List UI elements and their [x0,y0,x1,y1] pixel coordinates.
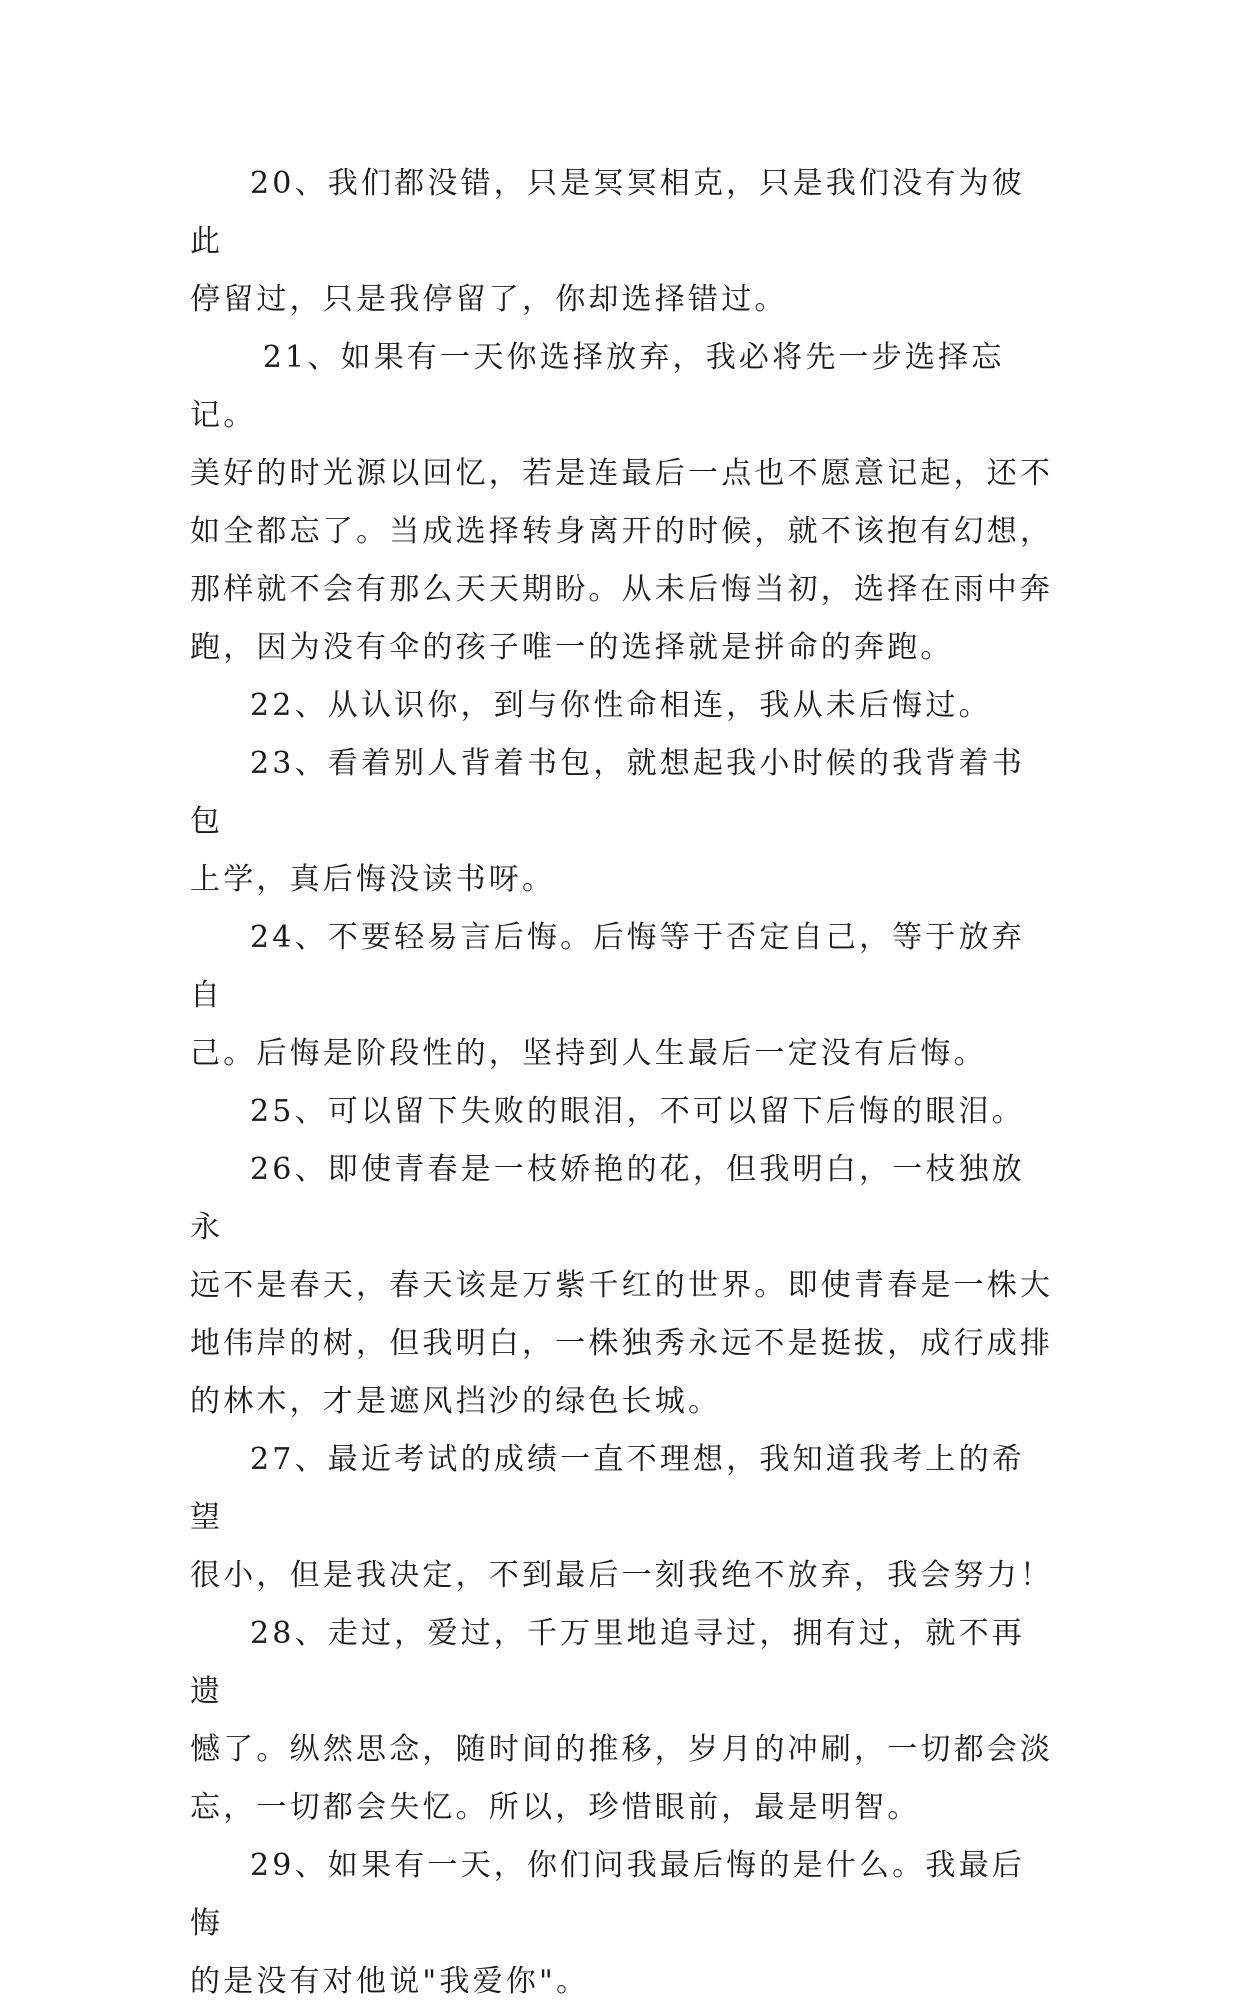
paragraph-line: 远不是春天，春天该是万紫千红的世界。即使青春是一株大 [190,1268,1054,1303]
paragraph [190,1605,1056,1837]
paragraph-first-line: 26、即使青春是一枝娇艳的花，但我明白，一枝独放永 [190,1152,1025,1245]
paragraph-first-line: 22、从认识你，到与你性命相连，我从未后悔过。 [250,688,992,723]
paragraph-line: 美好的时光源以回忆，若是连最后一点也不愿意记起，还不 [190,456,1054,491]
paragraph-line: 停留过，只是我停留了，你却选择错过。 [190,282,788,317]
paragraph-line: 如全都忘了。当成选择转身离开的时候，就不该抱有幻想， [190,514,1054,549]
paragraph [190,329,1056,677]
paragraph-line: 那样就不会有那么天天期盼。从未后悔当初，选择在雨中奔 [190,572,1054,607]
paragraph-first-line: 21、如果有一天你选择放弃，我必将先一步选择忘记。 [190,340,1005,433]
paragraph [190,1837,1056,2011]
document-body [190,155,1056,2011]
paragraph-line: 跑，因为没有伞的孩子唯一的选择就是拼命的奔跑。 [190,630,954,665]
paragraph [190,735,1056,909]
paragraph-line: 地伟岸的树，但我明白，一株独秀永远不是挺拔，成行成排 [190,1326,1054,1361]
paragraph-first-line: 24、不要轻易言后悔。后悔等于否定自己，等于放弃自 [190,920,1025,1013]
paragraph-first-line: 20、我们都没错，只是冥冥相克，只是我们没有为彼此 [190,166,1025,259]
paragraph [190,1141,1056,1431]
paragraph-first-line: 29、如果有一天，你们问我最后悔的是什么。我最后悔 [190,1848,1025,1941]
paragraph-line: 憾了。纵然思念，随时间的推移，岁月的冲刷，一切都会淡 [190,1732,1054,1767]
paragraph [190,1431,1056,1605]
paragraph [190,1083,1056,1141]
paragraph-line: 己。后悔是阶段性的，坚持到人生最后一定没有后悔。 [190,1036,987,1071]
paragraph-first-line: 23、看着别人背着书包，就想起我小时候的我背着书包 [190,746,1025,839]
paragraph-first-line: 28、走过，爱过，千万里地追寻过，拥有过，就不再遗 [190,1616,1025,1709]
paragraph-line: 的是没有对他说"我爱你"。 [190,1964,590,1999]
paragraph [190,155,1056,329]
paragraph-line: 上学，真后悔没读书呀。 [190,862,556,897]
paragraph-line: 的林木，才是遮风挡沙的绿色长城。 [190,1384,722,1419]
paragraph-line: 忘，一切都会失忆。所以，珍惜眼前，最是明智。 [190,1790,921,1825]
paragraph-line: 很小，但是我决定，不到最后一刻我绝不放弃，我会努力！ [190,1558,1054,1593]
paragraph [190,677,1056,735]
paragraph [190,909,1056,1083]
paragraph-first-line: 25、可以留下失败的眼泪，不可以留下后悔的眼泪。 [250,1094,1025,1129]
paragraph-first-line: 27、最近考试的成绩一直不理想，我知道我考上的希望 [190,1442,1025,1535]
